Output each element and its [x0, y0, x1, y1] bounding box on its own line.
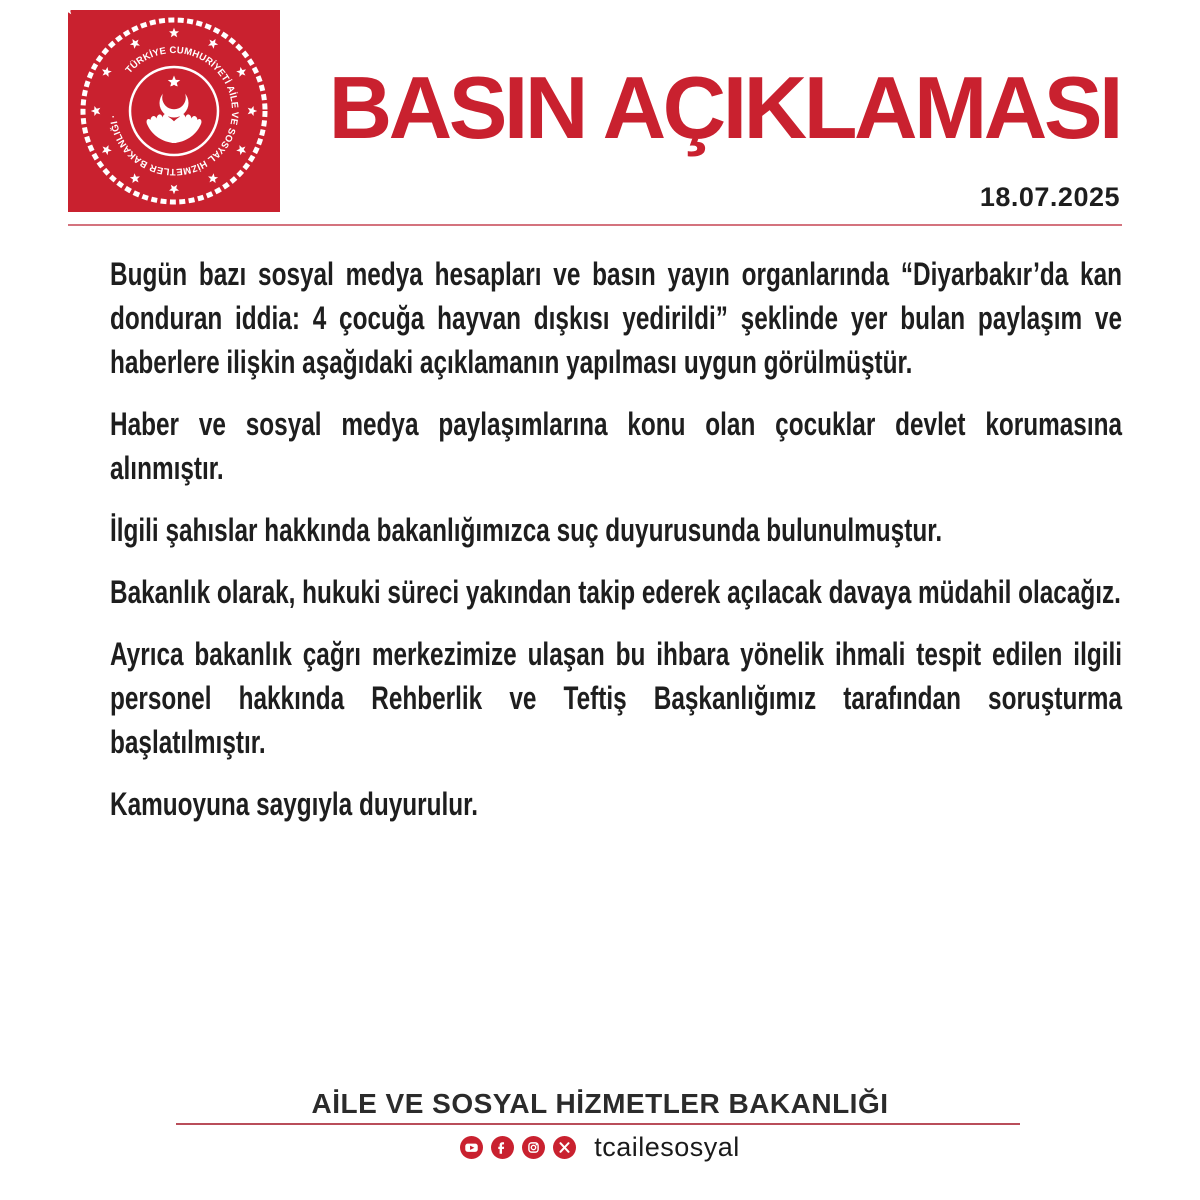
ministry-emblem	[68, 10, 280, 212]
press-paragraph: Ayrıca bakanlık çağrı merkezimize ulaşan bu ihbara yönelik ihmali tespit edilen ilgili personel hakkında Rehberlik ve Teftiş Başkanlığımız tarafından soruşturma başlatılmıştır.	[110, 636, 1122, 760]
press-release-body	[110, 252, 1122, 844]
ministry-logo	[68, 10, 280, 212]
header-divider	[68, 224, 1122, 226]
press-paragraph: Bugün bazı sosyal medya hesapları ve basın yayın organlarında “Diyarbakır’da kan donduran iddia: 4 çocuğa hayvan dışkısı yedirildi” şeklinde yer bulan paylaşım ve haberlere ilişkin aşağıdaki açıklamanın yapılması uygun görülmüştür.	[110, 256, 1122, 380]
press-release-title: BASIN AÇIKLAMASI	[328, 58, 1120, 157]
social-handle: tcailesosyal	[594, 1132, 740, 1162]
footer-ministry-name: AİLE VE SOSYAL HİZMETLER BAKANLIĞI	[311, 1088, 889, 1119]
press-paragraph: İlgili şahıslar hakkında bakanlığımızca suç duyurusunda bulunulmuştur.	[110, 512, 943, 548]
press-paragraph: Bakanlık olarak, hukuki süreci yakından takip ederek açılacak davaya müdahil olacağız.	[110, 574, 1121, 610]
instagram-icon	[522, 1136, 545, 1159]
press-release-date: 18.07.2025	[979, 182, 1120, 212]
emblem-ring-text: TÜRKİYE CUMHURİYETİ AİLE VE SOSYAL HİZMETLER BAKANLIĞI ·	[108, 44, 241, 178]
x-icon	[553, 1136, 576, 1159]
facebook-icon	[491, 1136, 514, 1159]
social-row	[0, 1132, 1200, 1163]
footer-divider	[176, 1123, 1020, 1125]
press-paragraph: Kamuoyuna saygıyla duyurulur.	[110, 786, 479, 822]
youtube-icon	[460, 1136, 483, 1159]
press-paragraph: Haber ve sosyal medya paylaşımlarına konu olan çocuklar devlet korumasına alınmıştır.	[110, 406, 1122, 486]
